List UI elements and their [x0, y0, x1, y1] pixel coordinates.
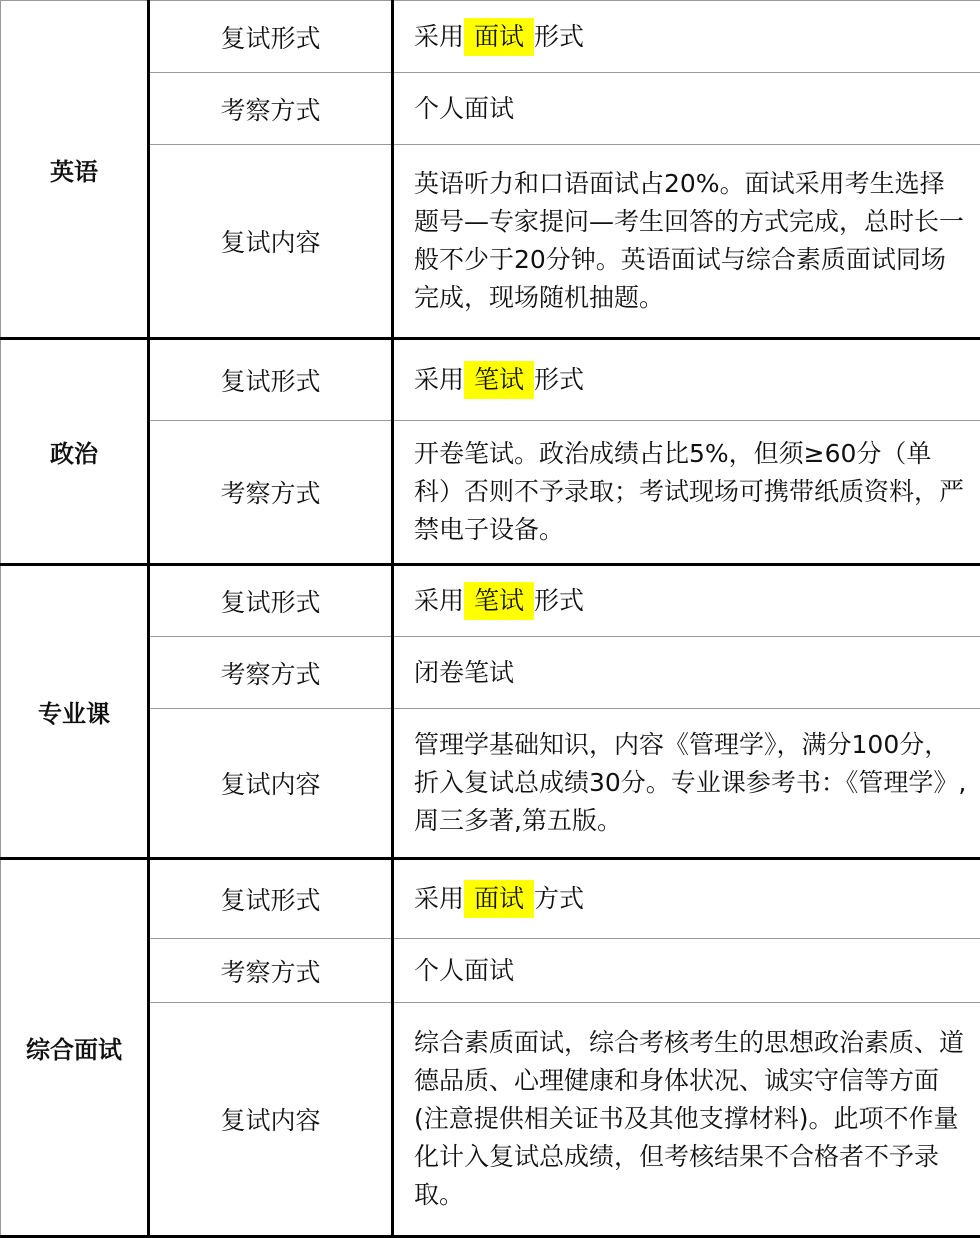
row-value: 闭卷笔试 [393, 637, 980, 709]
value-prefix: 采用 [414, 884, 464, 913]
row-value: 个人面试 [393, 939, 980, 1003]
row-label: 考察方式 [149, 637, 393, 709]
value-prefix: 采用 [414, 22, 464, 51]
highlighted-term: 面试 [464, 18, 534, 56]
table-row [1, 859, 980, 939]
table-row [1, 339, 980, 421]
category-comprehensive-interview: 综合面试 [1, 859, 149, 1237]
row-label: 复试内容 [149, 1003, 393, 1237]
row-label: 复试形式 [149, 339, 393, 421]
row-value [393, 339, 980, 421]
row-label: 复试形式 [149, 859, 393, 939]
row-label: 考察方式 [149, 73, 393, 145]
value-prefix: 采用 [414, 586, 464, 615]
row-label: 复试内容 [149, 709, 393, 859]
value-suffix: 形式 [534, 365, 584, 394]
row-label: 复试形式 [149, 1, 393, 73]
category-major-course: 专业课 [1, 565, 149, 859]
row-label: 复试形式 [149, 565, 393, 637]
highlighted-term: 笔试 [464, 361, 534, 399]
category-politics: 政治 [1, 339, 149, 565]
highlighted-term: 笔试 [464, 582, 534, 620]
highlighted-term: 面试 [464, 880, 534, 918]
row-value: 管理学基础知识，内容《管理学》，满分100分，折入复试总成绩30分。专业课参考书：《管理学》,周三多著,第五版。 [393, 709, 980, 859]
value-suffix: 方式 [534, 884, 584, 913]
category-english: 英语 [1, 1, 149, 339]
row-value [393, 859, 980, 939]
value-prefix: 采用 [414, 365, 464, 394]
row-value: 个人面试 [393, 73, 980, 145]
row-value [393, 565, 980, 637]
row-value [393, 1, 980, 73]
table-row [1, 1, 980, 73]
row-value: 开卷笔试。政治成绩占比5%，但须≥60分（单科）否则不予录取；考试现场可携带纸质资料，严禁电子设备。 [393, 421, 980, 565]
row-label: 考察方式 [149, 939, 393, 1003]
row-label: 考察方式 [149, 421, 393, 565]
row-value: 英语听力和口语面试占20%。面试采用考生选择题号—专家提问—考生回答的方式完成，总时长一般不少于20分钟。英语面试与综合素质面试同场完成，现场随机抽题。 [393, 145, 980, 339]
row-value: 综合素质面试，综合考核考生的思想政治素质、道德品质、心理健康和身体状况、诚实守信等方面(注意提供相关证书及其他支撑材料)。此项不作量化计入复试总成绩，但考核结果不合格者不予录取。 [393, 1003, 980, 1237]
table-row [1, 565, 980, 637]
row-label: 复试内容 [149, 145, 393, 339]
value-suffix: 形式 [534, 22, 584, 51]
value-suffix: 形式 [534, 586, 584, 615]
